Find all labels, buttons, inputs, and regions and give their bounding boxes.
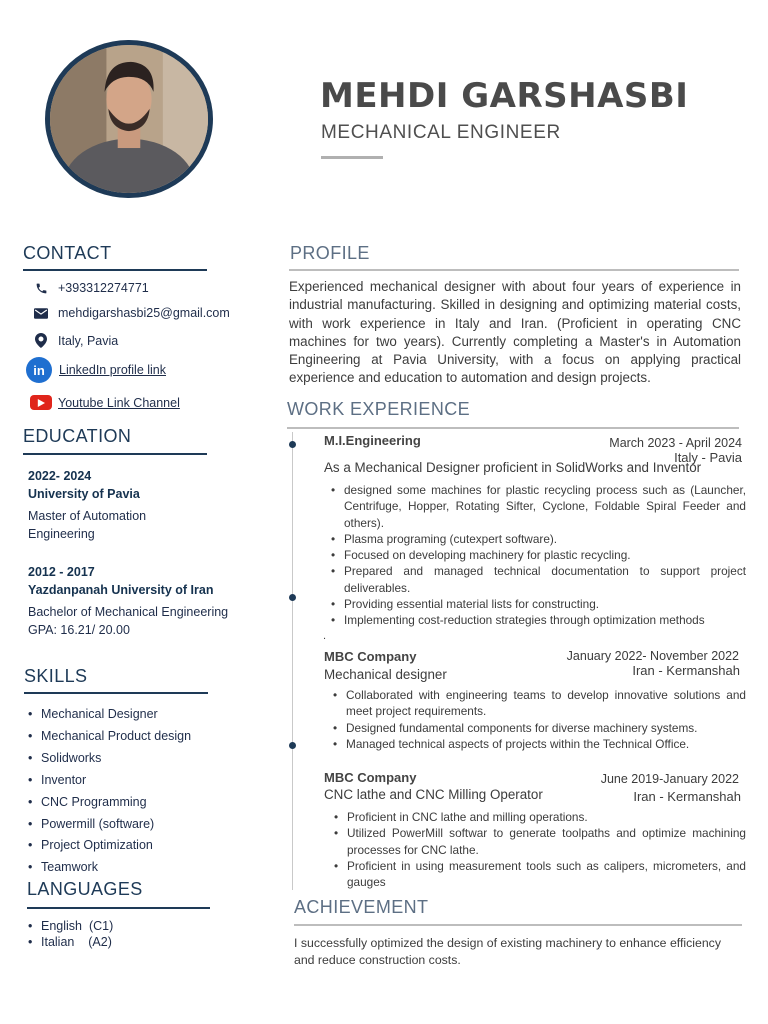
job-dates: March 2023 - April 2024 [609, 436, 742, 450]
skill-item: • Solidworks [26, 748, 191, 770]
youtube-icon [30, 395, 52, 410]
phone-icon [30, 282, 52, 295]
education-entry [28, 563, 228, 639]
profile-heading: PROFILE [290, 243, 370, 263]
education-heading: EDUCATION [23, 426, 132, 446]
contact-divider [23, 269, 207, 271]
job-company: MBC Company [324, 770, 417, 785]
timeline-dot [289, 441, 296, 448]
work-experience-divider [287, 427, 739, 429]
contact-linkedin[interactable] [26, 357, 166, 383]
skill-item: • Mechanical Product design [26, 726, 191, 748]
skills-list [26, 704, 191, 879]
languages-heading: LANGUAGES [27, 879, 143, 899]
achievement-text: I successfully optimized the design of existing machinery to enhance efficiency and reduce construction costs. [294, 936, 721, 967]
job-bullets [327, 687, 746, 752]
job-bullet: • Plasma programing (cutexpert software). [325, 531, 746, 547]
profile-divider [289, 269, 739, 271]
education-years: 2012 - 2017 [28, 565, 95, 579]
job-company: MBC Company [324, 649, 417, 664]
stray-period: . [323, 630, 327, 642]
languages-list [26, 918, 113, 950]
education-degree: Bachelor of Mechanical Engineering [28, 605, 229, 619]
profile-text: Experienced mechanical designer with about four years of experience in industrial manufacturing. Skilled in designing and optimizing material costs, with work experience in Italy and Iran. (Proficient in operating CNC machines for two years). Currently completing a Master's in Automation Engineering at Pavia University, with a focus on applying practical experience and education to automation and design projects. [289, 279, 741, 386]
linkedin-link[interactable]: LinkedIn profile link [59, 363, 167, 377]
achievement-heading: ACHIEVEMENT [294, 897, 429, 917]
job-bullet: • Focused on developing machinery for plastic recycling. [325, 547, 746, 563]
person-name: MEHDI GARSHASBI [320, 76, 689, 116]
skill-item: • Teamwork [26, 857, 191, 879]
skills-heading: SKILLS [24, 666, 88, 686]
job-role: CNC lathe and CNC Milling Operator [324, 787, 543, 802]
job-location: Iran - Kermanshah [633, 789, 741, 804]
location-pin-icon [30, 333, 52, 348]
skill-item: • Powermill (software) [26, 814, 191, 836]
job-bullets [325, 482, 746, 629]
job-bullet: • Providing essential material lists for constructing. [325, 596, 746, 612]
job-location: Italy - Pavia [674, 450, 742, 465]
education-school: University of Pavia [28, 487, 140, 501]
job-bullet: • Managed technical aspects of projects within the Technical Office. [327, 736, 746, 752]
title-divider [321, 156, 383, 159]
skills-divider [24, 692, 208, 694]
education-years: 2022- 2024 [28, 469, 92, 483]
timeline-line [292, 432, 293, 890]
job-location: Iran - Kermanshah [632, 663, 740, 678]
portrait-image [50, 45, 208, 193]
job-role: As a Mechanical Designer proficient in SolidWorks and Inventor [324, 460, 702, 475]
job-bullet: • Proficient in CNC lathe and milling operations. [328, 809, 746, 825]
location-text: Italy, Pavia [58, 333, 119, 348]
contact-email [30, 306, 230, 320]
job-dates: June 2019-January 2022 [600, 772, 739, 786]
job-bullet: • Proficient in using measurement tools such as calipers, micrometers, and gauges [328, 858, 746, 891]
linkedin-icon: in [26, 357, 52, 383]
mail-icon [30, 308, 52, 319]
job-company: M.I.Engineering [324, 433, 421, 448]
job-dates: January 2022- November 2022 [566, 649, 739, 663]
job-bullet: • Prepared and managed technical documentation to support project deliverables. [325, 563, 746, 596]
job-bullets [328, 809, 746, 890]
job-bullet: • designed some machines for plastic recycling process such as (Launcher, Centrifuge, Hopper, Rotating Sifter, Cyclone, Foldable Spiral Feeder and others). [325, 482, 746, 531]
education-degree: Master of Automation [28, 509, 147, 523]
language-item: • Italian (A2) [26, 934, 113, 950]
phone-number: +393312274771 [58, 281, 149, 295]
job-bullet: • Utilized PowerMill softwar to generate toolpaths and optimize machining processes for CNC lathe. [328, 825, 746, 858]
job-title: MECHANICAL ENGINEER [321, 122, 561, 143]
contact-youtube[interactable] [30, 395, 180, 410]
education-school: Yazdanpanah University of Iran [28, 583, 214, 597]
profile-photo [45, 40, 213, 198]
education-degree-cont: Engineering [28, 527, 95, 541]
job-bullet: • Designed fundamental components for diverse machinery systems. [327, 720, 746, 736]
contact-location [30, 333, 118, 348]
job-bullet: • Implementing cost-reduction strategies through optimization methods [325, 612, 746, 628]
languages-divider [27, 907, 210, 909]
job-bullet: • Collaborated with engineering teams to develop innovative solutions and meet project requirements. [327, 687, 746, 720]
skill-item: • CNC Programming [26, 792, 191, 814]
contact-heading: CONTACT [23, 243, 112, 263]
skill-item: • Mechanical Designer [26, 704, 191, 726]
email-address: mehdigarshasbi25@gmail.com [58, 306, 230, 320]
achievement-divider [294, 924, 742, 926]
education-gpa: GPA: 16.21/ 20.00 [28, 623, 130, 637]
timeline-dot [289, 594, 296, 601]
skill-item: • Inventor [26, 770, 191, 792]
job-role: Mechanical designer [324, 667, 447, 682]
work-experience-heading: WORK EXPERIENCE [287, 399, 471, 419]
youtube-link[interactable]: Youtube Link Channel [58, 395, 180, 410]
education-divider [23, 453, 207, 455]
education-entry [28, 467, 146, 543]
skill-item: • Project Optimization [26, 835, 191, 857]
language-item: • English (C1) [26, 918, 113, 934]
contact-phone [30, 281, 149, 295]
timeline-dot [289, 742, 296, 749]
